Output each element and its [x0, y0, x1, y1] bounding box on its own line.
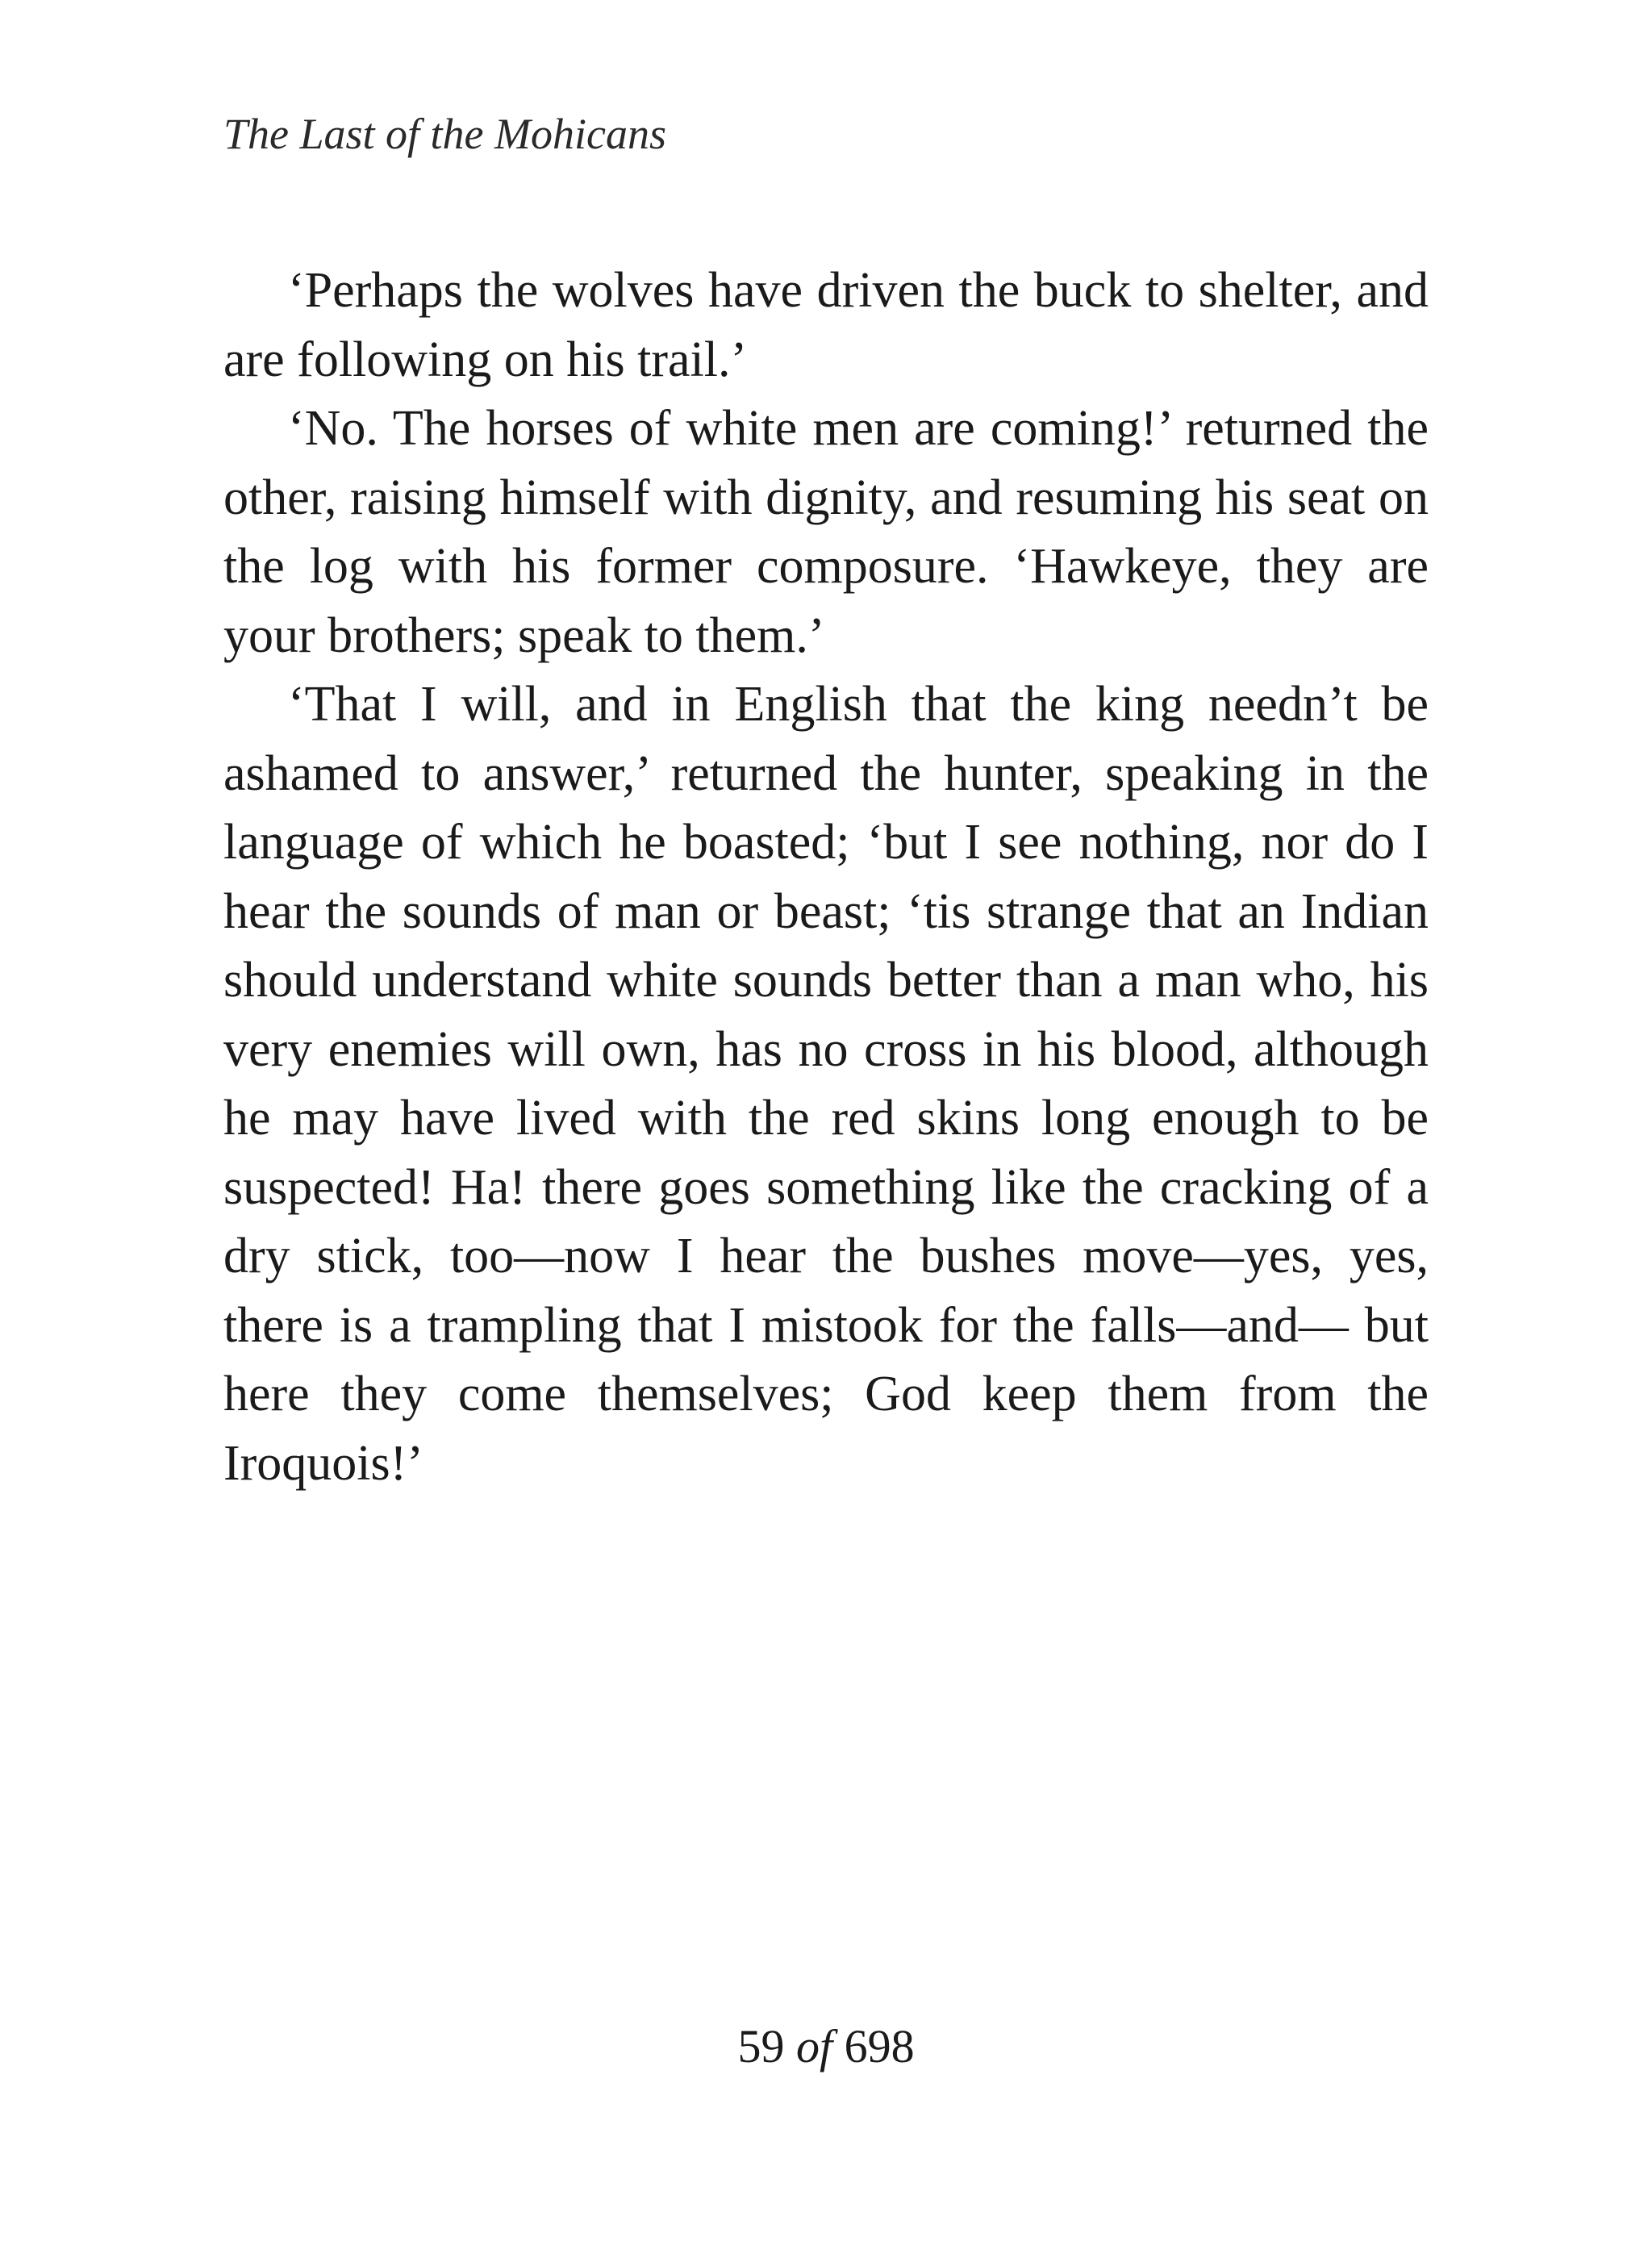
- paragraph: ‘That I will, and in English that the king needn’t be ashamed to answer,’ returned the hunter, speaking in the language of which he boasted; ‘but I see nothing, nor do I hear the sounds of man or beast; ‘tis strange that an Indian should understand white sounds better than a man who, his very enemies will own, has no cross in his blood, although he may have lived with the red skins long enough to be suspected! Ha! there goes something like the cracking of a dry stick, too—now I hear the bushes move—yes, yes, there is a trampling that I mistook for the falls—and— but here they come themselves; God keep them from the Iroquois!’: [223, 677, 1429, 1491]
- paragraph: ‘No. The horses of white men are coming!’ returned the other, raising himself with dignity, and resuming his seat on the log with his former composure. ‘Hawkeye, they are your brothers; speak to them.’: [223, 401, 1429, 663]
- paragraph: ‘Perhaps the wolves have driven the buck to shelter, and are following on his trail.’: [223, 263, 1429, 387]
- running-title: The Last of the Mohicans: [223, 110, 666, 158]
- page-number: [0, 2018, 1652, 2076]
- total-page-count: 698: [844, 2020, 915, 2072]
- current-page-number: 59: [737, 2020, 785, 2072]
- page-of-label: of: [795, 2020, 833, 2072]
- body-text: [223, 257, 1429, 1498]
